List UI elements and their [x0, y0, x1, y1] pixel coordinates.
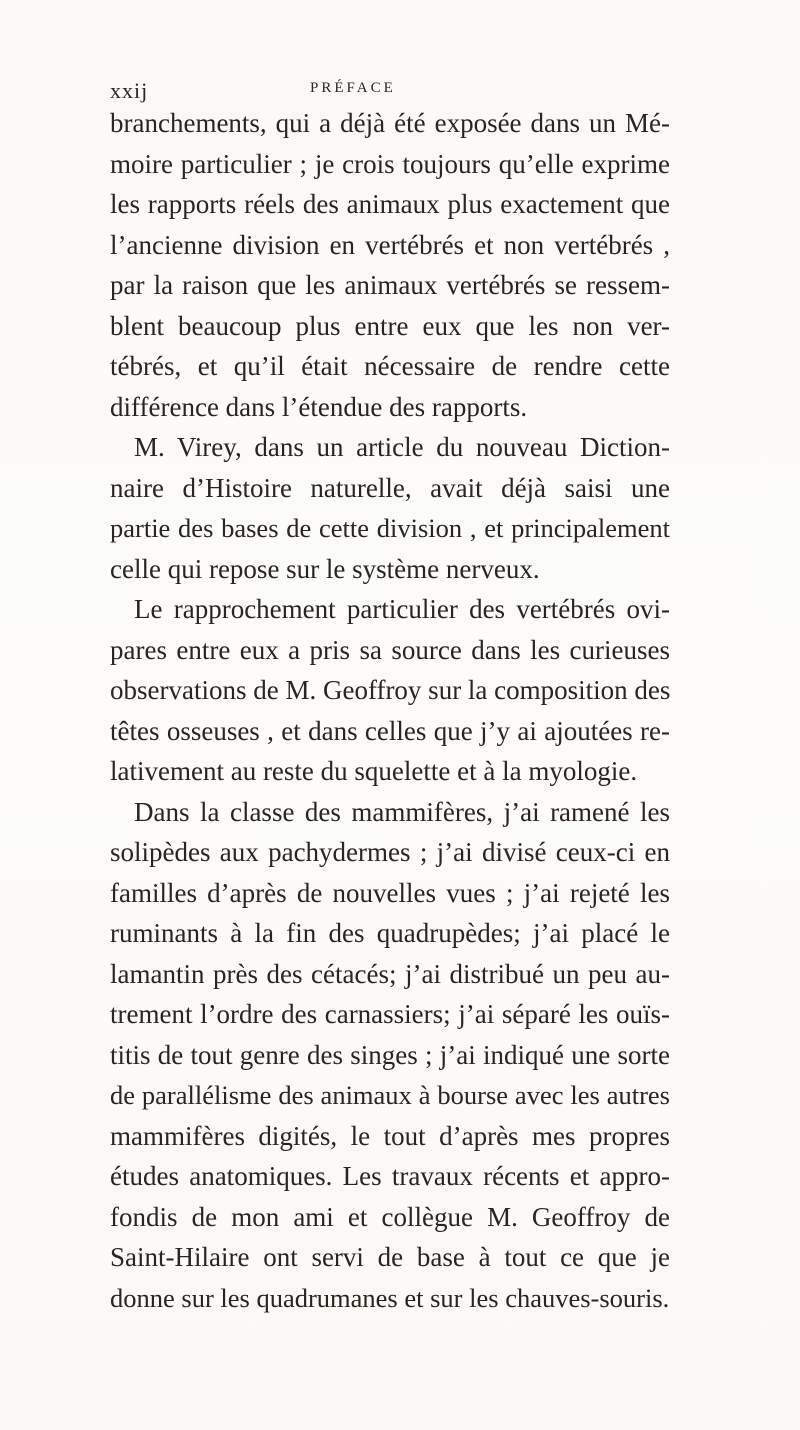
- text-line: M. Virey, dans un article du nouveau Diction-: [134, 432, 670, 462]
- text-line: donne sur les quadrumanes et sur les chauves-souris.: [110, 1282, 670, 1313]
- text-line: blent beaucoup plus entre eux que les non ver-: [110, 310, 670, 341]
- text-line: lamantin près des cétacés; j’ai distribué un peu au-: [110, 958, 670, 989]
- text-line: par la raison que les animaux vertébrés se ressem-: [110, 270, 670, 300]
- text-line: têtes osseuses , et dans celles que j’y ai ajoutées re-: [110, 715, 670, 746]
- text-line: ruminants à la fin des quadrupèdes; j’ai placé le: [110, 918, 670, 948]
- text-line: Saint-Hilaire ont servi de base à tout ce que je: [110, 1242, 670, 1272]
- text-line: fondis de mon ami et collègue M. Geoffroy de: [110, 1201, 670, 1232]
- text-line: Le rapprochement particulier des vertébrés ovi-: [134, 594, 670, 624]
- text-line: titis de tout genre des singes ; j’ai indiqué une sorte: [110, 1039, 670, 1070]
- text-line: branchements, qui a déjà été exposée dans un Mé-: [110, 108, 670, 138]
- text-line: naire d’Histoire naturelle, avait déjà saisi une: [110, 472, 670, 503]
- text-line: partie des bases de cette division , et principalement: [110, 513, 670, 543]
- page-header: [110, 78, 670, 104]
- text-line: l’ancienne division en vertébrés et non vertébrés ,: [110, 229, 670, 260]
- text-line: familles d’après de nouvelles vues ; j’ai rejeté les: [110, 877, 670, 908]
- text-line: tébrés, et qu’il était nécessaire de rendre cette: [110, 351, 670, 381]
- text-line: de parallélisme des animaux à bourse avec les autres: [110, 1080, 670, 1110]
- text-line: moire particulier ; je crois toujours qu’elle exprime: [110, 148, 670, 179]
- body-text: [110, 103, 670, 1318]
- text-line: études anatomiques. Les travaux récents et appro-: [110, 1161, 670, 1191]
- running-head: PRÉFACE: [310, 80, 396, 96]
- text-line: celle qui repose sur le système nerveux.: [110, 553, 540, 584]
- text-line: les rapports réels des animaux plus exactement que: [110, 189, 670, 219]
- text-line: mammifères digités, le tout d’après mes propres: [110, 1120, 670, 1151]
- text-line: Dans la classe des mammifères, j’ai ramené les: [134, 796, 670, 827]
- text-line: pares entre eux a pris sa source dans les curieuses: [110, 634, 670, 665]
- text-line: observations de M. Geoffroy sur la composition des: [110, 675, 671, 705]
- text-line: différence dans l’étendue des rapports.: [110, 391, 528, 422]
- text-line: lativement au reste du squelette et à la myologie.: [110, 756, 638, 786]
- text-line: trement l’ordre des carnassiers; j’ai séparé les ouïs-: [110, 999, 670, 1029]
- text-line: solipèdes aux pachydermes ; j’ai divisé ceux-ci en: [110, 837, 670, 867]
- page-number: xxij: [110, 78, 149, 103]
